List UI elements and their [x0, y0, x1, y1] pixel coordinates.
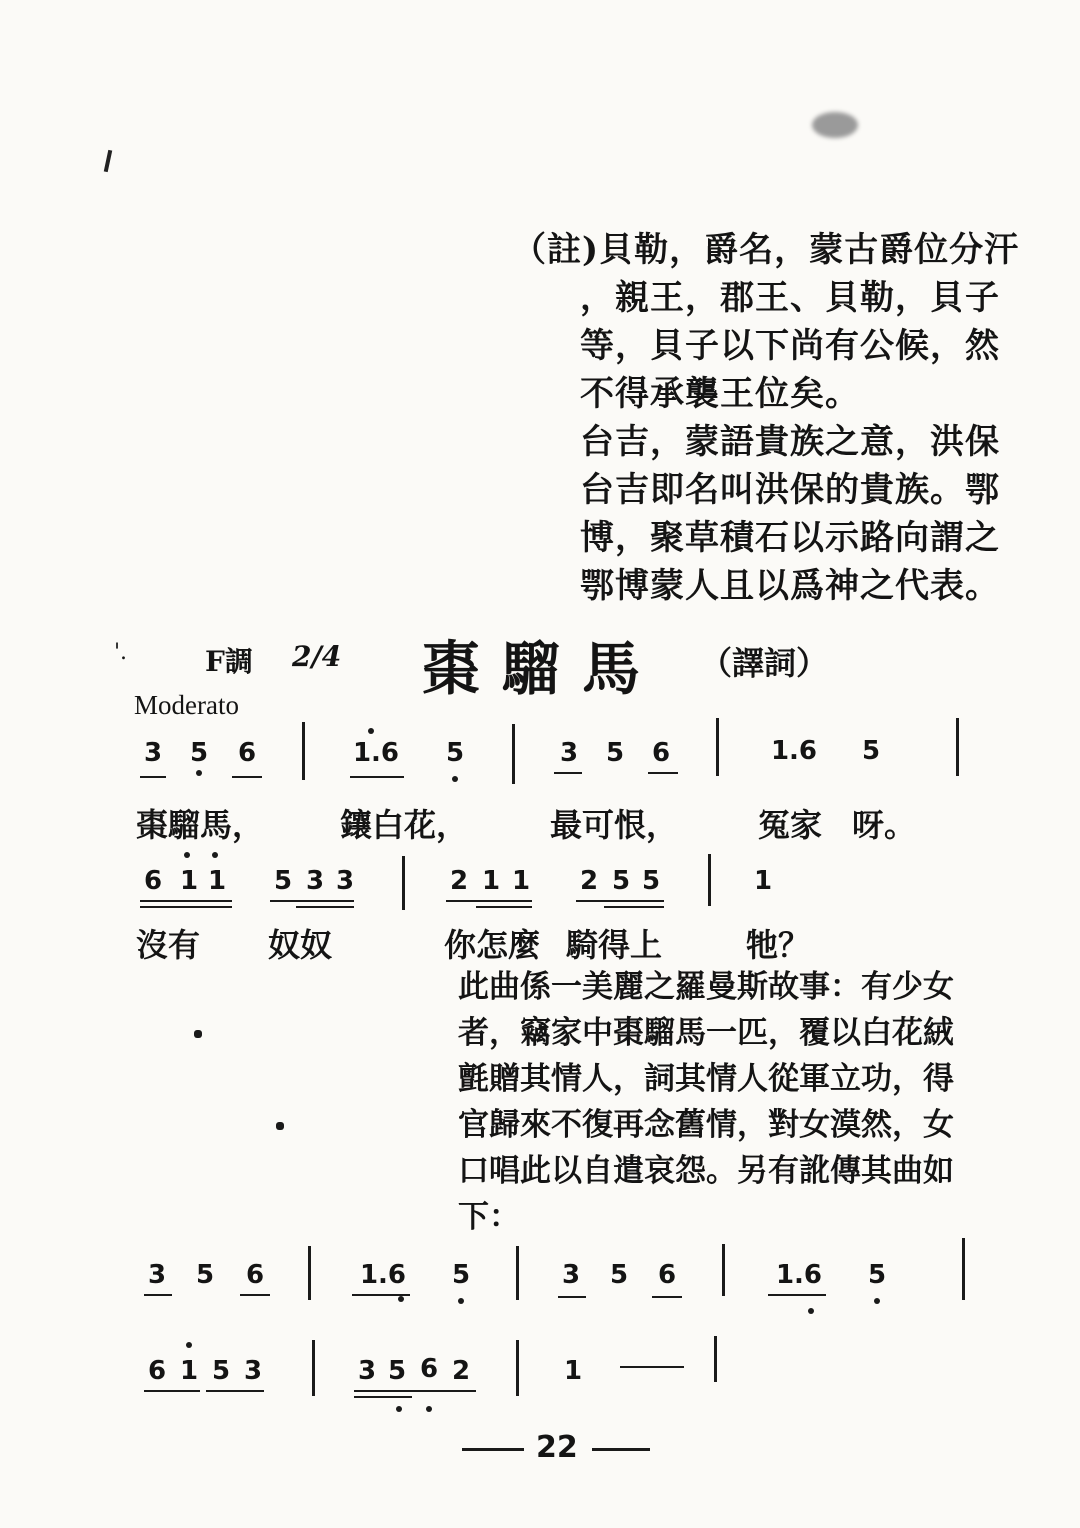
annotation-line: ，親王，郡王、貝勒，貝子 — [580, 278, 1000, 318]
note: 1.6 — [770, 736, 818, 766]
story-line: 官歸來不復再念舊情，對女漠然，女 — [458, 1107, 954, 1143]
octave-dot — [212, 852, 218, 858]
bar-line — [512, 724, 515, 784]
octave-dot — [808, 1308, 814, 1314]
note: 3 — [335, 866, 355, 896]
stray-dot — [194, 1030, 202, 1038]
page-number: 22 — [536, 1430, 578, 1465]
margin-tick: '. — [114, 640, 128, 665]
note: 6 — [419, 1354, 439, 1384]
lyric: 棗騮馬， — [136, 806, 265, 844]
note: 5 — [605, 738, 625, 768]
annotation-line: 鄂博蒙人且以爲神之代表。 — [580, 566, 1000, 606]
bar-line — [308, 1246, 311, 1300]
annotation-line: 等，貝子以下尚有公候，然 — [580, 326, 1000, 366]
underline — [144, 1390, 200, 1392]
title-annotation: （譯詞） — [700, 644, 829, 682]
octave-dot — [874, 1298, 880, 1304]
lyric: 沒有 — [136, 926, 201, 964]
octave-dot — [398, 1296, 404, 1302]
margin-mark — [104, 150, 112, 172]
note: 5 — [273, 866, 293, 896]
story-line: 口唱此以自遣哀怨。另有訛傳其曲如 — [458, 1153, 954, 1189]
note: 1.6 — [359, 1260, 407, 1290]
note: 3 — [143, 738, 163, 768]
note: 3 — [305, 866, 325, 896]
note: 1 — [753, 866, 773, 896]
lyric: 騎得上 — [566, 926, 663, 964]
underline — [768, 1294, 826, 1296]
underline — [354, 1390, 476, 1392]
note: 6 — [143, 866, 163, 896]
octave-dot — [196, 770, 202, 776]
underline — [652, 1296, 682, 1298]
tempo-marking: Moderato — [134, 690, 239, 720]
note: 5 — [195, 1260, 215, 1290]
note: 6 — [237, 738, 257, 768]
story-line: 下： — [458, 1199, 520, 1235]
note: 1 — [207, 866, 227, 896]
underline — [648, 772, 678, 774]
bar-line — [956, 718, 959, 776]
note: 6 — [657, 1260, 677, 1290]
underline — [140, 906, 232, 908]
note: 5 — [445, 738, 465, 768]
dash-extension — [620, 1366, 684, 1368]
underline — [140, 900, 232, 902]
underline — [354, 1396, 412, 1398]
underline — [240, 1294, 270, 1296]
lyric: 奴奴 — [268, 926, 333, 964]
lyric: 鑲白花， — [340, 806, 469, 844]
note: 5 — [189, 738, 209, 768]
bar-line — [516, 1340, 519, 1396]
note: 5 — [387, 1356, 407, 1386]
annotation-line: （註)貝勒，爵名，蒙古爵位分汗 — [512, 230, 1020, 270]
note: 3 — [561, 1260, 581, 1290]
bar-line — [962, 1238, 965, 1300]
note: 1 — [179, 1356, 199, 1386]
page-dash-right — [592, 1448, 650, 1451]
bar-line — [722, 1244, 725, 1296]
key-signature: F調 — [205, 645, 253, 678]
note: 2 — [451, 1356, 471, 1386]
note: 3 — [559, 738, 579, 768]
time-signature: 2/4 — [292, 640, 342, 673]
octave-dot — [458, 1298, 464, 1304]
underline — [554, 772, 582, 774]
note: 1 — [179, 866, 199, 896]
note: 3 — [243, 1356, 263, 1386]
ink-smudge — [812, 112, 858, 138]
underline — [446, 900, 532, 902]
note: 5 — [451, 1260, 471, 1290]
note: 1.6 — [775, 1260, 823, 1290]
story-line: 者，竊家中棗騮馬一匹，覆以白花絨 — [458, 1015, 954, 1051]
bar-line — [708, 854, 711, 906]
bar-line — [312, 1340, 315, 1396]
story-line: 此曲係一美麗之羅曼斯故事：有少女 — [458, 969, 954, 1005]
note: 5 — [611, 866, 631, 896]
bar-line — [714, 1336, 717, 1382]
octave-dot — [452, 776, 458, 782]
note: 5 — [609, 1260, 629, 1290]
bar-line — [302, 722, 305, 780]
song-title: 棗騮馬 — [422, 635, 663, 703]
bar-line — [716, 718, 719, 776]
note: 3 — [147, 1260, 167, 1290]
bar-line — [402, 856, 405, 910]
note: 5 — [867, 1260, 887, 1290]
annotation-line: 不得承襲王位矣。 — [580, 374, 860, 414]
note: 1 — [563, 1356, 583, 1386]
note: 2 — [579, 866, 599, 896]
underline — [476, 906, 532, 908]
octave-dot — [368, 728, 374, 734]
underline — [558, 1296, 586, 1298]
note: 2 — [449, 866, 469, 896]
underline — [144, 1294, 172, 1296]
underline — [576, 900, 664, 902]
note: 5 — [211, 1356, 231, 1386]
note: 1 — [481, 866, 501, 896]
lyric: 你怎麼 — [444, 926, 541, 964]
annotation-line: 台吉，蒙語貴族之意，洪保 — [580, 422, 1000, 462]
story-line: 氈贈其情人，詞其情人從軍立功，得 — [458, 1061, 954, 1097]
underline — [296, 906, 354, 908]
note: 5 — [641, 866, 661, 896]
octave-dot — [184, 852, 190, 858]
note: 6 — [245, 1260, 265, 1290]
annotation-line: 博，聚草積石以示路向謂之 — [580, 518, 1000, 558]
octave-dot — [186, 1342, 192, 1348]
octave-dot — [396, 1406, 402, 1412]
octave-dot — [426, 1406, 432, 1412]
lyric: 冤家 — [758, 806, 823, 844]
bar-line — [516, 1246, 519, 1300]
page-dash-left — [462, 1448, 524, 1451]
stray-dot — [276, 1122, 284, 1130]
lyric: 牠？ — [746, 926, 811, 964]
annotation-line: 台吉即名叫洪保的貴族。鄂 — [580, 470, 1000, 510]
note: 5 — [861, 736, 881, 766]
note: 6 — [147, 1356, 167, 1386]
underline — [350, 776, 404, 778]
lyric: 最可恨， — [550, 806, 679, 844]
note: 3 — [357, 1356, 377, 1386]
underline — [604, 906, 664, 908]
underline — [232, 776, 262, 778]
underline — [270, 900, 354, 902]
lyric: 呀。 — [852, 806, 917, 844]
underline — [140, 776, 166, 778]
note: 6 — [651, 738, 671, 768]
underline — [206, 1390, 264, 1392]
note: 1.6 — [352, 738, 400, 768]
note: 1 — [511, 866, 531, 896]
